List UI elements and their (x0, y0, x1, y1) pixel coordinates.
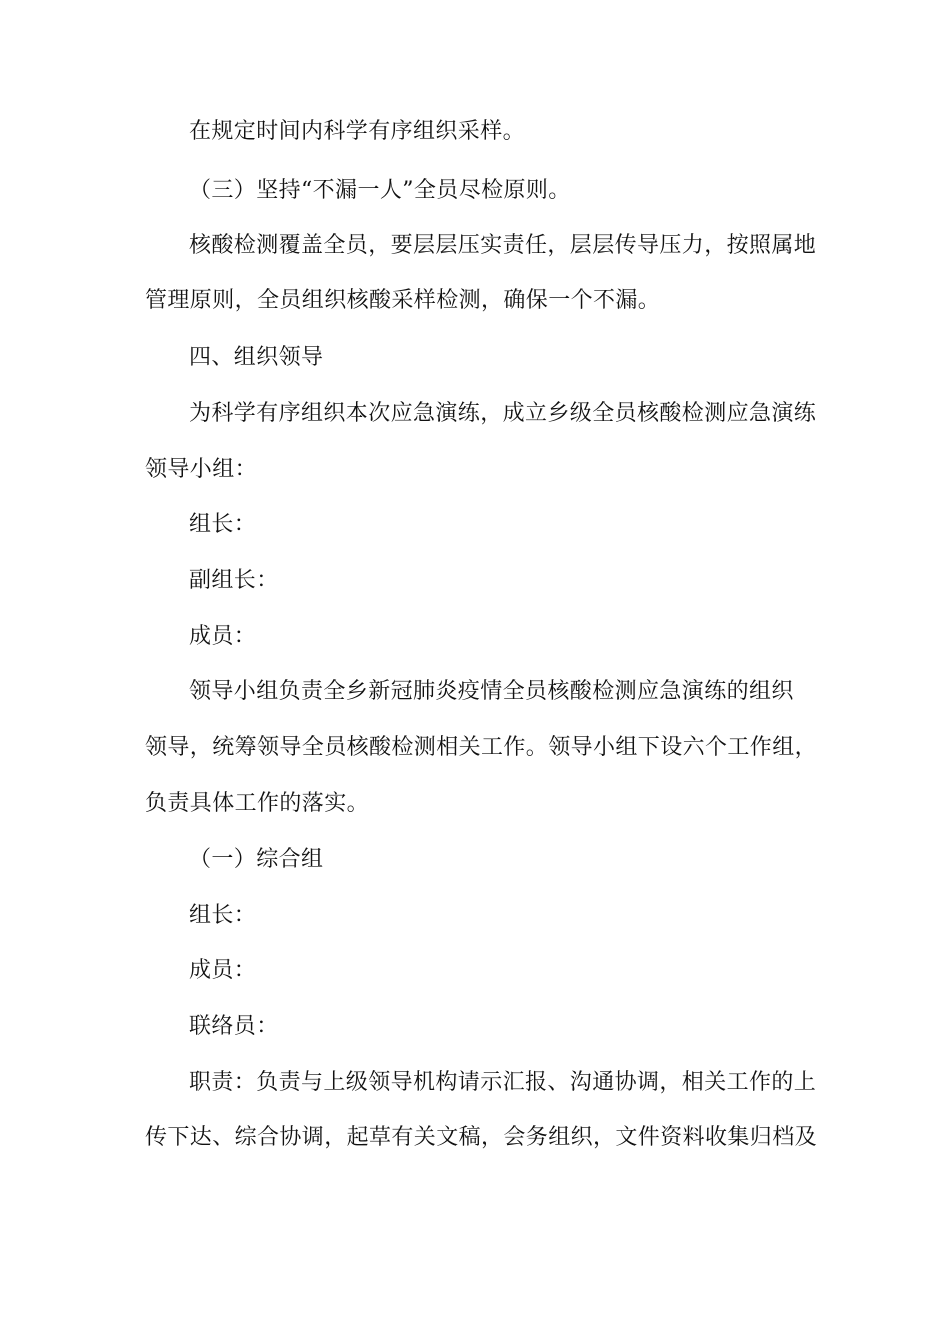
text-line: 领导小组： (145, 457, 258, 482)
text-line: 为科学有序组织本次应急演练，成立乡级全员核酸检测应急演练 (189, 401, 817, 426)
text-line: 核酸检测覆盖全员，要层层压实责任，层层传导压力，按照属地 (189, 233, 817, 258)
text-line: 领导小组负责全乡新冠肺炎疫情全员核酸检测应急演练的组织 (189, 679, 794, 704)
text-line: 在规定时间内科学有序组织采样。 (189, 119, 526, 144)
text-line: 领导，统筹领导全员核酸检测相关工作。领导小组下设六个工作组， (145, 735, 818, 760)
field-label: 成员： (189, 958, 257, 983)
text-line: 管理原则，全员组织核酸采样检测，确保一个不漏。 (145, 288, 661, 313)
text-line: 负责具体工作的落实。 (145, 791, 370, 816)
field-label: 联络员： (189, 1014, 279, 1039)
field-label: 副组长： (189, 568, 279, 593)
field-label: 组长： (189, 512, 257, 537)
section-heading: （一）综合组 (189, 847, 324, 872)
section-heading: 四、组织领导 (189, 345, 324, 370)
field-label: 组长： (189, 903, 257, 928)
section-heading: （三）坚持“不漏一人”全员尽检原则。 (189, 178, 571, 203)
text-line: 职责：负责与上级领导机构请示汇报、沟通协调，相关工作的上 (189, 1070, 817, 1095)
field-label: 成员： (189, 624, 257, 649)
text-line: 传下达、综合协调，起草有关文稿，会务组织，文件资料收集归档及 (145, 1125, 818, 1150)
